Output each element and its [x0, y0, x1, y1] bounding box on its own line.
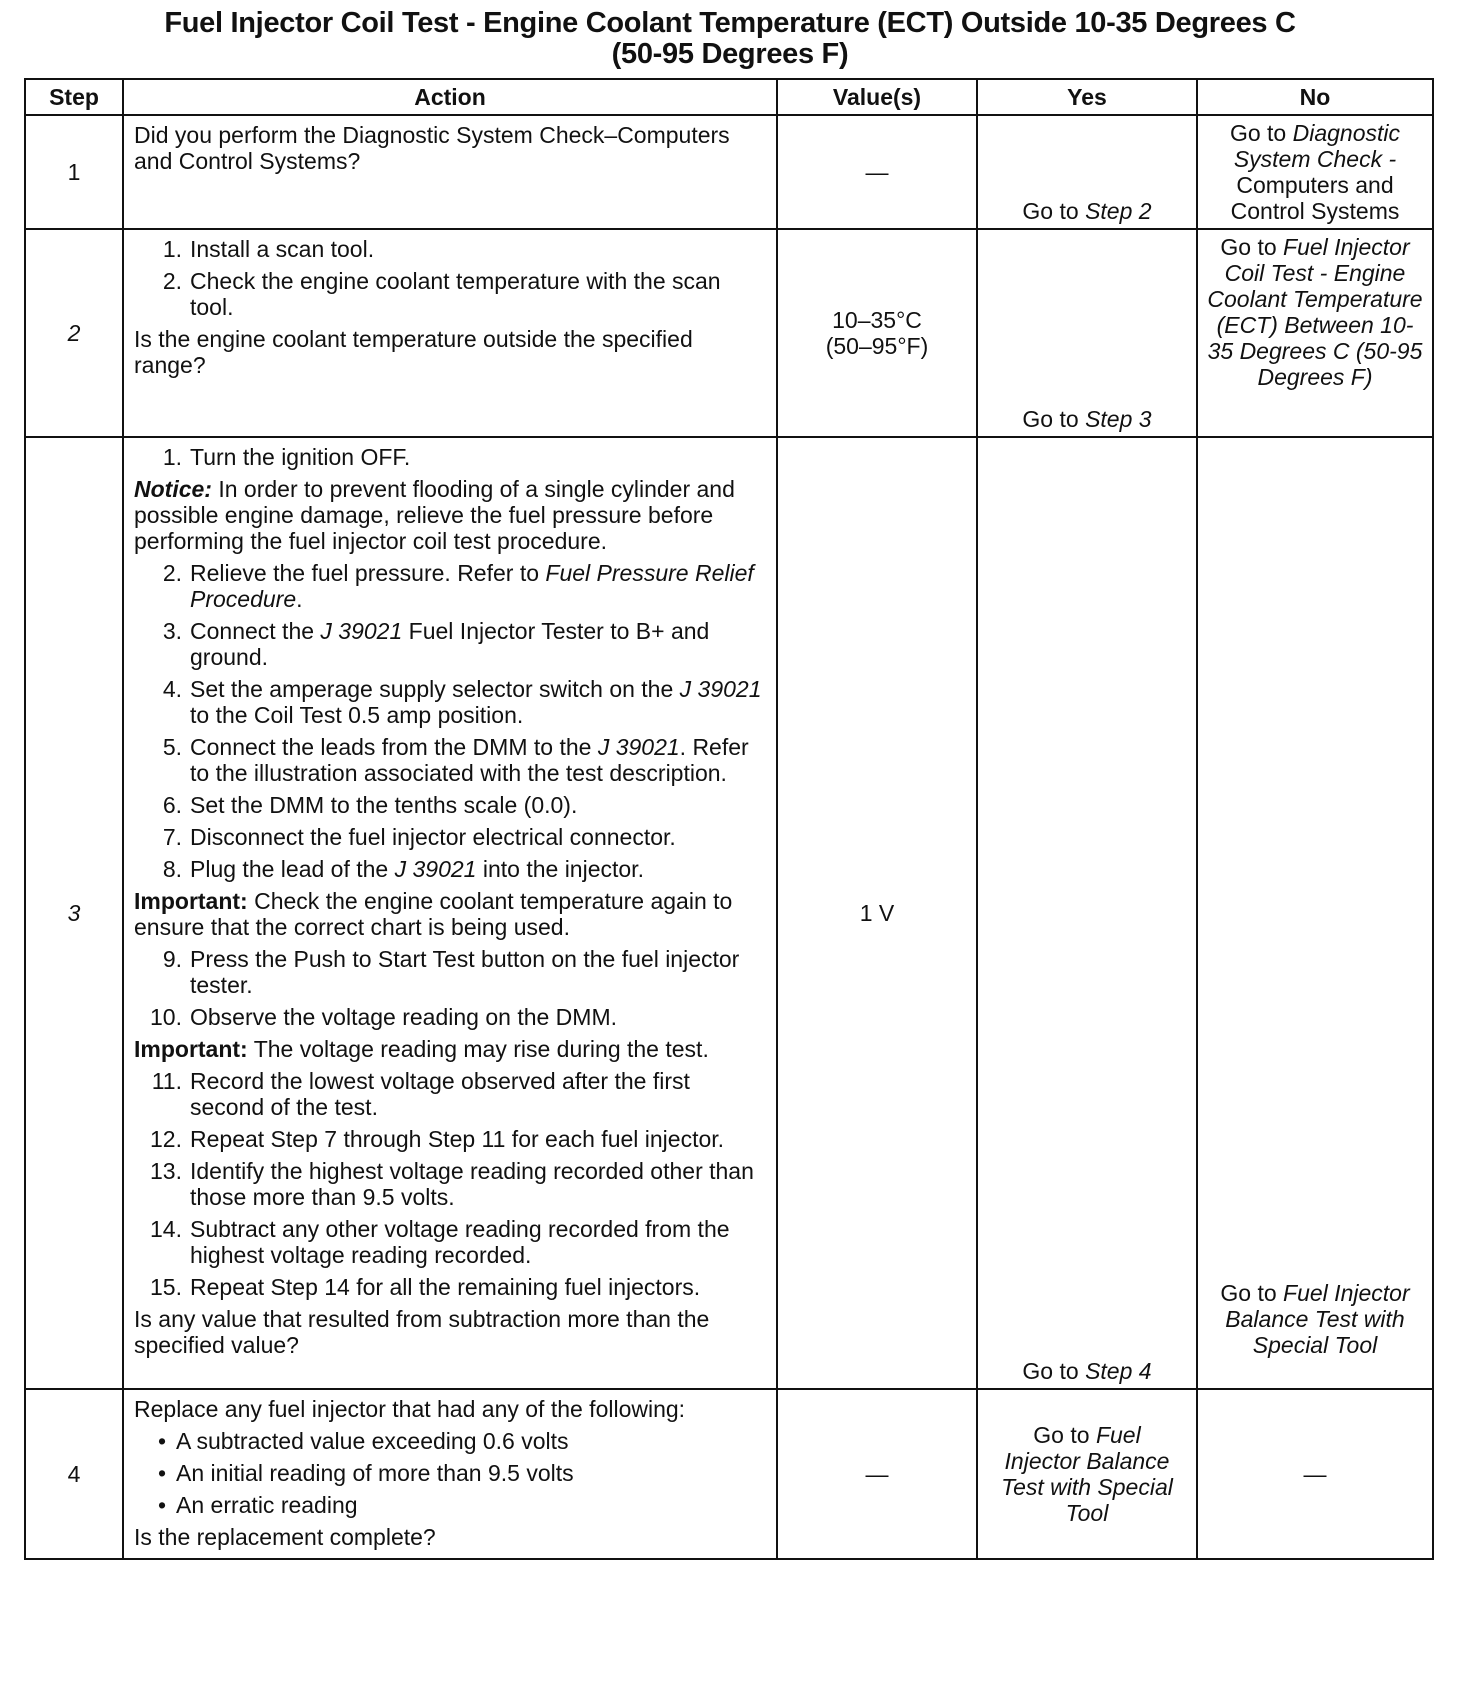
question-text: Is any value that resulted from subtraction more than the specified value? [134, 1306, 710, 1358]
no-goto [1204, 120, 1426, 172]
action-cell [123, 229, 777, 437]
value-celsius: 10–35°C [832, 307, 922, 333]
goto-prefix: Go to [1022, 198, 1086, 224]
value-cell: 1 V [777, 437, 977, 1389]
list-item: 13. Identify the highest voltage reading recorded other than those more than 9.5 volts. [150, 1158, 754, 1210]
goto-link[interactable]: Fuel Injector Balance Test with Special Tool [1001, 1422, 1173, 1526]
no-goto [1198, 1280, 1432, 1358]
procedure-list [134, 946, 768, 1030]
header-action: Action [123, 79, 777, 115]
tool-name: J 39021 [394, 856, 477, 882]
value-cell [777, 229, 977, 437]
important-note: Important: Check the engine coolant temperature again to ensure that the correct chart is being used. [134, 888, 733, 940]
notice-text: Notice: In order to prevent flooding of a single cylinder and possible engine damage, relieve the fuel pressure before performing the fuel injector coil test procedure. [134, 476, 735, 554]
action-cell [123, 437, 777, 1389]
question-text: Did you perform the Diagnostic System Check–Computers and Control Systems? [134, 122, 730, 174]
no-cell [1197, 115, 1433, 229]
list-item: 3. Connect the J 39021 Fuel Injector Tester to B+ and ground. [162, 618, 710, 670]
list-item: 10. Observe the voltage reading on the DMM. [150, 1004, 618, 1030]
tool-name: J 39021 [320, 618, 403, 644]
list-item: 2. Check the engine coolant temperature with the scan tool. [162, 268, 721, 320]
step-number: 2 [25, 229, 123, 437]
yes-cell [977, 437, 1197, 1389]
title-line-2: (50-95 Degrees F) [611, 38, 849, 70]
list-item: 15. Repeat Step 14 for all the remaining fuel injectors. [150, 1274, 701, 1300]
goto-link[interactable]: Step 3 [1085, 406, 1152, 432]
yes-goto [978, 406, 1196, 432]
list-item: 8. Plug the lead of the J 39021 into the injector. [162, 856, 644, 882]
list-item: 1. Turn the ignition OFF. [162, 444, 411, 470]
header-yes: Yes [977, 79, 1197, 115]
important-label: Important: [134, 888, 248, 914]
table-row-step-4 [25, 1389, 1433, 1559]
yes-cell [977, 1389, 1197, 1559]
important-label: Important: [134, 1036, 248, 1062]
value-cell: — [777, 1389, 977, 1559]
tool-name: J 39021 [597, 734, 680, 760]
goto-prefix: Go to [1022, 406, 1086, 432]
table-row-step-1 [25, 115, 1433, 229]
title-line-1: Fuel Injector Coil Test - Engine Coolant Temperature (ECT) Outside 10-35 Degrees C [164, 7, 1296, 39]
list-item: 2. Relieve the fuel pressure. Refer to Fuel Pressure Relief Procedure. [162, 560, 754, 612]
list-item: 1. Install a scan tool. [162, 236, 375, 262]
procedure-list [134, 1068, 768, 1300]
step-number: 3 [25, 437, 123, 1389]
yes-goto [978, 1358, 1196, 1384]
procedure-list [134, 444, 768, 470]
goto-prefix: Go to [1220, 234, 1284, 260]
list-item: 11. Record the lowest voltage observed after the first second of the test. [151, 1068, 690, 1120]
important-note: Important: The voltage reading may rise during the test. [134, 1036, 709, 1062]
diagnostic-table [24, 78, 1434, 1560]
value-fahrenheit: (50–95°F) [825, 333, 929, 359]
goto-link[interactable]: Diagnostic System Check - [1233, 120, 1401, 172]
no-cell [1197, 437, 1433, 1389]
yes-goto [978, 198, 1196, 224]
header-value: Value(s) [777, 79, 977, 115]
action-cell [123, 1389, 777, 1559]
list-item: • An initial reading of more than 9.5 volts [157, 1460, 574, 1486]
step-number: 4 [25, 1389, 123, 1559]
list-item: 5. Connect the leads from the DMM to the J 39021. Refer to the illustration associated with the test description. [162, 734, 749, 786]
procedure-list [134, 560, 768, 882]
yes-cell [977, 115, 1197, 229]
goto-prefix: Go to [1022, 1358, 1086, 1384]
list-item: 14. Subtract any other voltage reading recorded from the highest voltage reading recorded. [150, 1216, 730, 1268]
bullet-list [134, 1428, 768, 1518]
list-item: 9. Press the Push to Start Test button on the fuel injector tester. [162, 946, 740, 998]
list-item: • A subtracted value exceeding 0.6 volts [157, 1428, 569, 1454]
procedure-link[interactable]: Fuel Pressure Relief Procedure [190, 560, 754, 612]
action-cell [123, 115, 777, 229]
value-cell: — [777, 115, 977, 229]
table-row-step-3 [25, 437, 1433, 1389]
goto-link[interactable]: Fuel Injector Balance Test with Special Tool [1225, 1280, 1410, 1358]
no-cell: — [1197, 1389, 1433, 1559]
step-number: 1 [25, 115, 123, 229]
header-row [25, 79, 1433, 115]
list-item: 7. Disconnect the fuel injector electrical connector. [162, 824, 676, 850]
procedure-list [134, 236, 768, 320]
no-cell [1197, 229, 1433, 437]
table-row-step-2 [25, 229, 1433, 437]
yes-cell [977, 229, 1197, 437]
notice-label: Notice: [134, 476, 212, 502]
question-text: Is the engine coolant temperature outside the specified range? [134, 326, 693, 378]
goto-prefix: Go to [1229, 120, 1293, 146]
no-goto-rest: Computers and Control Systems [1230, 172, 1400, 224]
goto-link[interactable]: Step 2 [1085, 198, 1152, 224]
list-item: • An erratic reading [157, 1492, 358, 1518]
list-item: 4. Set the amperage supply selector switch on the J 39021 to the Coil Test 0.5 amp position. [162, 676, 762, 728]
page-title [20, 8, 1440, 70]
list-item: 12. Repeat Step 7 through Step 11 for each fuel injector. [150, 1126, 725, 1152]
instruction-text: Replace any fuel injector that had any of the following: [134, 1396, 686, 1422]
question-text: Is the replacement complete? [134, 1524, 436, 1550]
goto-prefix: Go to [1220, 1280, 1284, 1306]
header-no: No [1197, 79, 1433, 115]
goto-link[interactable]: Fuel Injector Coil Test - Engine Coolant Temperature (ECT) Between 10-35 Degrees C (50-95 Degrees F) [1207, 234, 1423, 390]
goto-link[interactable]: Step 4 [1085, 1358, 1152, 1384]
list-item: 6. Set the DMM to the tenths scale (0.0). [162, 792, 578, 818]
header-step: Step [25, 79, 123, 115]
tool-name: J 39021 [679, 676, 762, 702]
goto-prefix: Go to [1033, 1422, 1096, 1448]
